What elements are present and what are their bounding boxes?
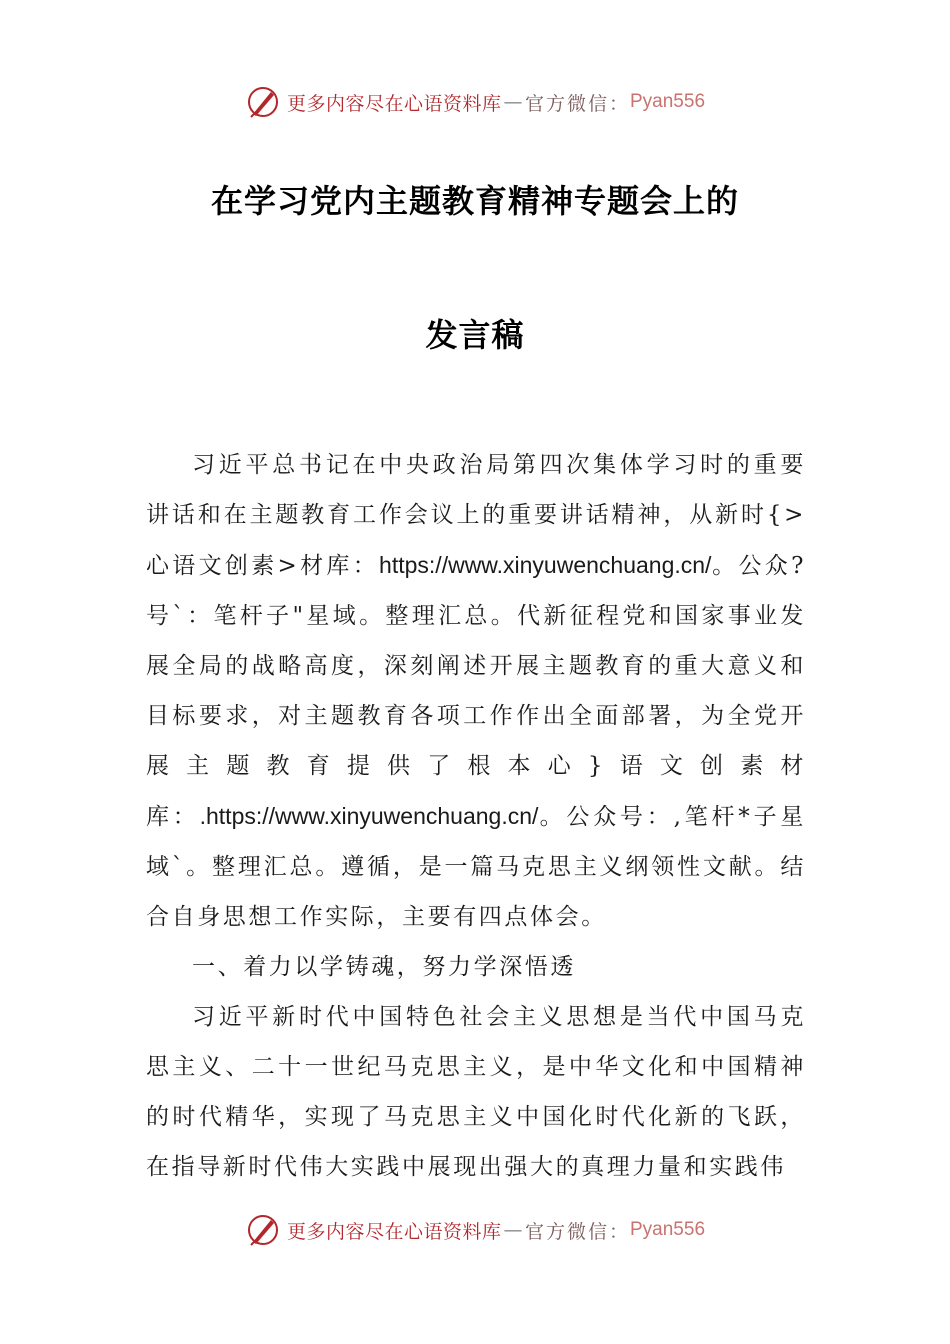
banner-text: 更多内容尽在心语资料库 xyxy=(286,92,502,115)
banner-dash: — xyxy=(503,1219,523,1241)
banner-dash: — xyxy=(503,91,523,113)
paragraph-intro xyxy=(146,440,806,942)
banner-wechat-id: Pyan556 xyxy=(630,1219,706,1240)
banner-wechat-label: 官方微信： xyxy=(524,1220,630,1243)
paragraph-intro-part3: 。公众号：,笔杆*子星域`。整理汇总。遵循，是一篇马克思主义纲领性文献。结合自身思想工作实际，主要有四点体会。 xyxy=(146,804,806,930)
quill-circle-icon xyxy=(245,84,281,120)
header-watermark-banner xyxy=(0,80,950,124)
section-heading-1: 一、着力以学铸魂，努力学深悟透 xyxy=(192,954,576,980)
source-url-2: .https://www.xinyuwenchuang.cn/ xyxy=(199,803,539,829)
banner-wechat-id: Pyan556 xyxy=(630,91,706,112)
footer-watermark-banner xyxy=(0,1208,950,1252)
paragraph-section1: 习近平新时代中国特色社会主义思想是当代中国马克思主义、二十一世纪马克思主义，是中华文化和中国精神的时代精华，实现了马克思主义中国化时代化新的飞跃，在指导新时代伟大实践中展现出强大的真理力量和实践伟 xyxy=(146,1004,806,1180)
document-body xyxy=(146,440,806,1192)
quill-circle-icon xyxy=(245,1212,281,1248)
source-url-1: https://www.xinyuwenchuang.cn/ xyxy=(379,552,712,578)
paragraph-intro-part2: 。公众?号`：笔杆子"星域。整理汇总。代新征程党和国家事业发展全局的战略高度，深刻阐述开展主题教育的重大意义和目标要求，对主题教育各项工作作出全面部署，为全党开展主题教育提供了根本心}语文创素材库： xyxy=(146,553,807,830)
paragraph-intro-part1: 习近平总书记在中央政治局第四次集体学习时的重要讲话和在主题教育工作会议上的重要讲话精神，从新时{>心语文创素>材库： xyxy=(146,452,806,579)
document-title-line1: 在学习党内主题教育精神专题会上的 xyxy=(210,182,739,220)
banner-text: 更多内容尽在心语资料库 xyxy=(286,1220,502,1243)
banner-wechat-label: 官方微信： xyxy=(524,92,630,115)
document-title-line2: 发言稿 xyxy=(425,316,525,354)
